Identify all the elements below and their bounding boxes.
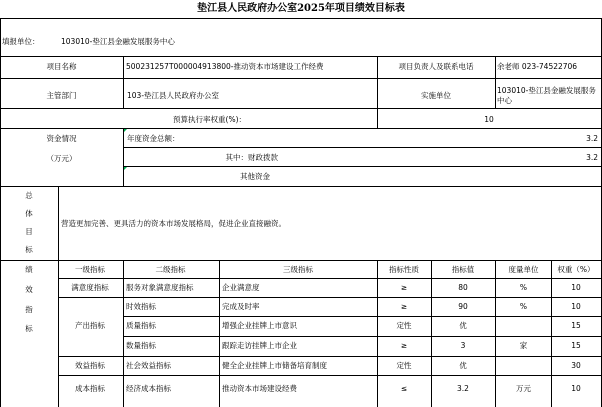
grid-line (377, 260, 378, 407)
table-row-value: 3.2 (457, 384, 469, 393)
perf-side-char: 绩 (25, 265, 33, 274)
table-row-level2: 经济成本指标 (126, 384, 171, 393)
grid-line (124, 147, 602, 148)
table-row-unit: % (519, 283, 528, 292)
grid-line (0, 108, 602, 109)
table-row-level3: 推动资本市场建设经费 (222, 384, 297, 393)
grid-line (58, 356, 602, 357)
table-row-weight: 15 (571, 321, 581, 330)
table-row-value: 3 (460, 341, 466, 350)
perf-side-char: 标 (25, 324, 33, 333)
level1-cost: 成本指标 (75, 384, 105, 393)
funds-label: 资金情况 (46, 134, 77, 143)
other-funds-label: 其他资金 (240, 172, 270, 181)
dept-value: 103-垫江县人民政府办公室 (127, 91, 220, 100)
table-row-level3: 跟踪走访挂牌上市企业 (222, 341, 297, 350)
grid-line (123, 56, 124, 108)
table-row-weight: 10 (571, 283, 581, 292)
table-row-unit: 万元 (516, 384, 531, 393)
annual-total-label: 年度资金总额： (127, 134, 180, 143)
col-header-value: 指标值 (451, 265, 475, 274)
grid-line (124, 166, 602, 167)
grid-line (123, 336, 602, 337)
goal-side-char: 总 (25, 191, 33, 200)
table-row-nature: ≥ (400, 341, 408, 350)
table-row-nature: 定性 (396, 321, 412, 330)
col-header-level1: 一级指标 (75, 265, 105, 274)
funds-unit-label: （万元） (46, 154, 77, 163)
grid-line (123, 316, 602, 317)
table-row-value: 优 (459, 361, 467, 370)
grid-line (0, 18, 602, 19)
table-row-level3: 企业满意度 (222, 283, 260, 292)
table-row-level2: 时效指标 (126, 302, 156, 311)
goal-side-char: 标 (25, 245, 33, 254)
table-row-value: 90 (458, 302, 468, 311)
perf-side-char: 指 (25, 305, 33, 314)
grid-line (551, 260, 552, 407)
project-name-value: 500231257T000004913800-推动资本市场建设工作经费 (126, 62, 324, 71)
project-owner-value: 余老师 023-74522706 (497, 62, 578, 71)
impl-unit-value: 103010-垫江县金融发展服务中心 (497, 86, 596, 105)
level1-satisfaction: 满意度指标 (71, 283, 109, 292)
table-row-value: 80 (458, 283, 468, 292)
table-row-nature: ≤ (400, 384, 408, 393)
table-row-level3: 健全企业挂牌上市储备培育制度 (222, 361, 327, 370)
project-owner-label: 项目负责人及联系电话 (398, 62, 474, 71)
table-row-level2: 服务对象满意度指标 (126, 283, 194, 292)
level1-benefit: 效益指标 (75, 361, 105, 370)
col-header-level2: 二级指标 (155, 265, 186, 274)
project-name-label: 项目名称 (46, 62, 77, 71)
grid-line (123, 128, 124, 186)
grid-line (123, 260, 124, 407)
goal-side-char: 体 (25, 209, 33, 218)
budget-weight-value: 10 (484, 115, 494, 124)
col-header-nature: 指标性质 (389, 265, 419, 274)
grid-line (0, 128, 602, 129)
goal-side-char: 目 (25, 227, 33, 236)
grid-line (58, 186, 59, 407)
table-row-unit: 家 (519, 341, 528, 350)
grid-line (0, 78, 602, 79)
annual-total-value: 3.2 (586, 134, 598, 143)
table-row-level2: 数量指标 (126, 341, 156, 350)
unit-value: 103010-垫江县金融发展服务中心 (61, 37, 175, 46)
fiscal-label: 其中：财政拨款 (225, 153, 278, 162)
col-header-weight: 权重（%） (557, 265, 595, 274)
grid-line (219, 260, 220, 407)
table-row-nature: ≥ (400, 283, 408, 292)
grid-line (0, 18, 1, 407)
table-row-weight: 30 (571, 361, 581, 370)
unit-label: 填报单位： (2, 37, 40, 46)
grid-line (58, 297, 602, 298)
goal-text: 营造更加完善、更具活力的资本市场发展格局，促进企业直接融资。 (61, 219, 286, 228)
grid-line (495, 56, 496, 108)
grid-line (58, 375, 602, 376)
table-row-unit: % (519, 302, 528, 311)
cell-comment-marker (124, 167, 127, 170)
table-row-value: 优 (459, 321, 467, 330)
sheet-title: 垫江县人民政府办公室2025年项目绩效目标表 (197, 3, 405, 14)
impl-unit-label: 实施单位 (421, 91, 451, 100)
budget-weight-label: 预算执行率权重(%)： (173, 115, 246, 124)
table-row-weight: 10 (571, 302, 581, 311)
level1-output: 产出指标 (75, 321, 105, 330)
table-row-weight: 15 (571, 341, 581, 350)
table-row-nature: ≥ (400, 302, 408, 311)
table-row-level2: 质量指标 (126, 321, 156, 330)
grid-line (377, 56, 378, 108)
table-row-level3: 增强企业挂牌上市意识 (222, 321, 297, 330)
table-row-nature: 定性 (396, 361, 412, 370)
table-row-weight: 10 (571, 384, 581, 393)
grid-line (0, 56, 602, 57)
grid-line (377, 108, 378, 128)
grid-line (431, 260, 432, 407)
fiscal-value: 3.2 (586, 153, 598, 162)
grid-line (495, 260, 496, 407)
table-row-level3: 完成及时率 (222, 302, 260, 311)
grid-line (0, 186, 602, 187)
dept-label: 主管部门 (46, 91, 77, 100)
perf-side-char: 效 (25, 285, 33, 294)
cell-comment-marker (124, 129, 127, 132)
grid-line (58, 278, 602, 279)
col-header-unit: 度量单位 (508, 265, 539, 274)
table-row-level2: 社会效益指标 (126, 361, 171, 370)
grid-line (0, 260, 602, 261)
col-header-level3: 三级指标 (283, 265, 313, 274)
